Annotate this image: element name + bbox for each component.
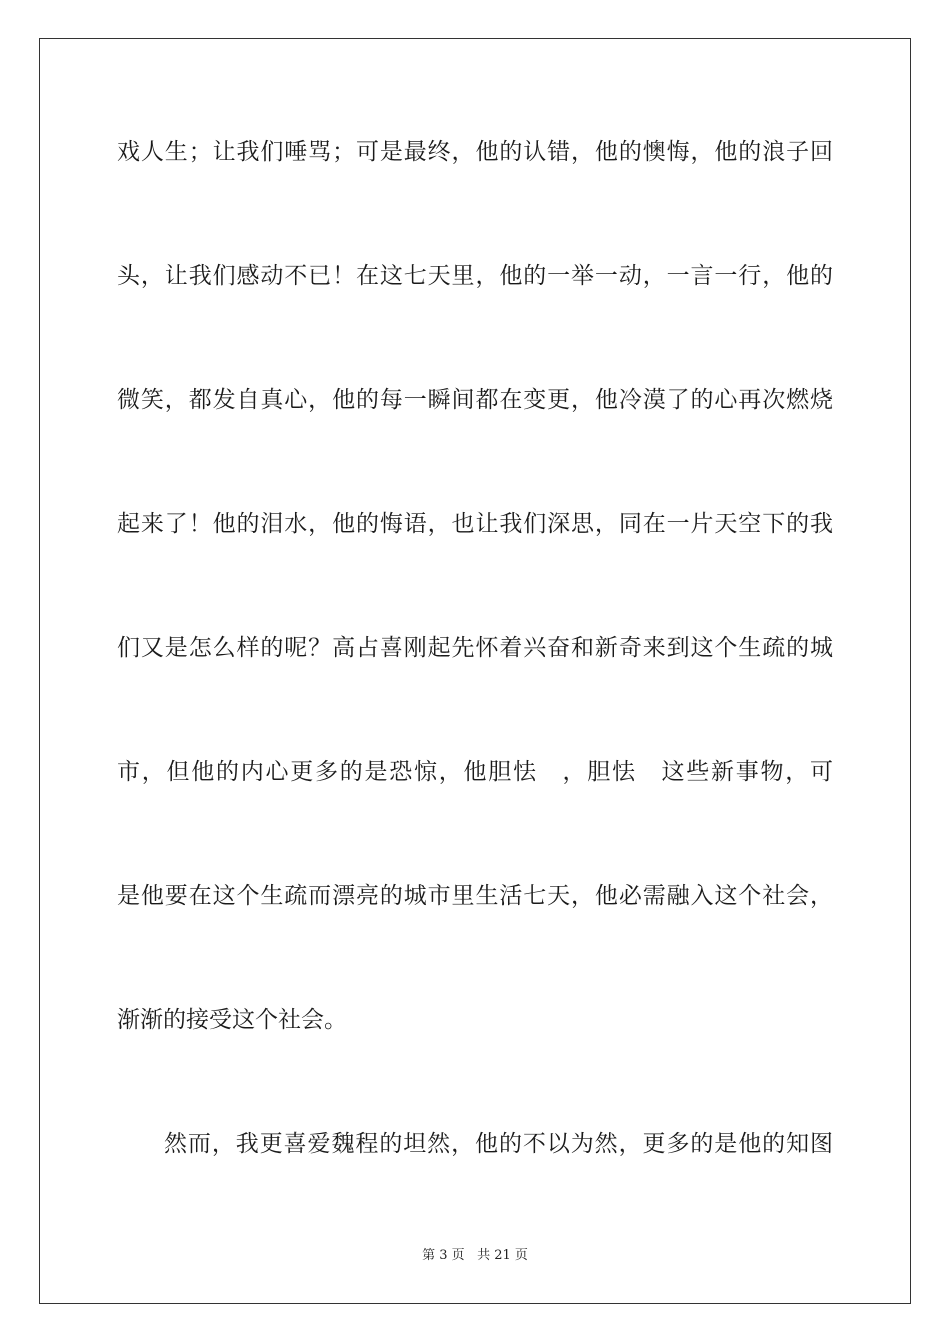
page-footer <box>0 1247 950 1265</box>
body-line-7: 是他要在这个生疏而漂亮的城市里生活七天，他必需融入这个社会， <box>117 883 833 909</box>
body-line-6: 市，但他的内心更多的是恐惊，他胆怯 ，胆怯 这些新事物，可 <box>117 759 833 785</box>
body-line-1: 戏人生；让我们唾骂；可是最终，他的认错，他的懊悔，他的浪子回 <box>117 139 833 165</box>
page-number: 第 3 页 <box>422 1248 465 1263</box>
body-line-3: 微笑，都发自真心，他的每一瞬间都在变更，他冷漠了的心再次燃烧 <box>117 387 833 413</box>
paragraph-start-line: 然而，我更喜爱魏程的坦然，他的不以为然，更多的是他的知图 <box>164 1131 833 1157</box>
body-line-5: 们又是怎么样的呢？高占喜刚起先怀着兴奋和新奇来到这个生疏的城 <box>117 635 833 661</box>
body-line-8: 渐渐的接受这个社会。 <box>117 1007 347 1033</box>
body-line-2: 头，让我们感动不已！在这七天里，他的一举一动，一言一行，他的 <box>117 263 833 289</box>
body-line-4: 起来了！他的泪水，他的悔语，也让我们深思，同在一片天空下的我 <box>117 511 833 537</box>
total-pages: 共 21 页 <box>477 1248 528 1263</box>
page-border <box>39 38 911 1304</box>
